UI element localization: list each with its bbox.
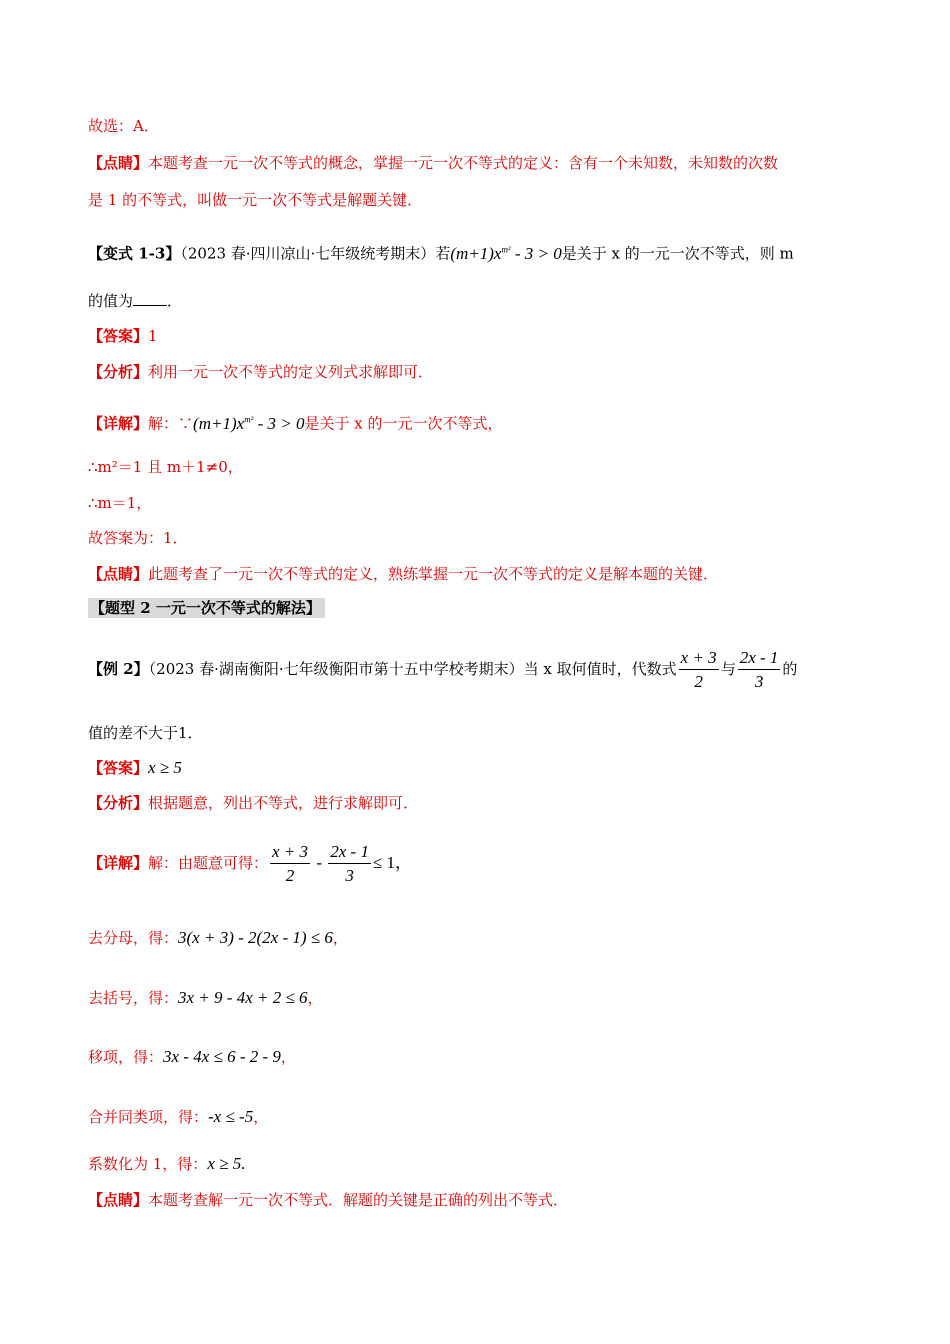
- analysis-line-2: 【分析】根据题意，列出不等式，进行求解即可．: [88, 794, 419, 812]
- analysis-line: 【分析】利用一元一次不等式的定义列式求解即可．: [88, 363, 434, 381]
- solve-step-5: 系数化为 1，得：x ≥ 5.: [88, 1154, 246, 1173]
- fraction-1: $\frac{x + 3}{2}$: [680, 647, 717, 691]
- detail-fraction-2: $\frac{2x - 1}{3}$: [330, 841, 369, 885]
- comment-line-2: 是 1 的不等式，叫做一元一次不等式是解题关键．: [88, 191, 423, 209]
- comment-tag: 【点睛】: [88, 154, 149, 172]
- answer-line-2: 【答案】x ≥ 5: [88, 758, 182, 777]
- solve-step-1: 去分母，得：3(x + 3) - 2(2x - 1) ≤ 6，: [88, 928, 348, 947]
- solve-step-3: 移项，得：3x - 4x ≤ 6 - 2 - 9，: [88, 1047, 296, 1066]
- variant-tag: 【变式 1-3】: [88, 244, 181, 263]
- detail-line-2: 【详解】解：由题意可得： $\frac{x + 3}{2}$ - $\frac{2x - 1}{3}$ ≤ 1，: [88, 840, 412, 888]
- variant-question-line2: 的值为 ．: [88, 292, 183, 310]
- example-question: 【例 2】（2023 春·湖南衡阳·七年级衡阳市第十五中学校考期末）当 x 取何值时，代数式 $\frac{x + 3}{2}$ 与 $\frac{2x - 1}{3}$ 的: [88, 646, 797, 694]
- step-line-3: 故答案为：1．: [88, 529, 188, 547]
- comment-line-1: 【点睛】本题考查一元一次不等式的概念，掌握一元一次不等式的定义：含有一个未知数，未知数的次数: [88, 154, 779, 172]
- solve-step-2: 去括号，得：3x + 9 - 4x + 2 ≤ 6，: [88, 988, 323, 1007]
- variant-question: 【变式 1-3】（2023 春·四川凉山·七年级统考期末）若$(m+1)x^{m^2} - 3 > 0$是关于 x 的一元一次不等式，则 m: [88, 243, 794, 263]
- variant-expression: $(m+1)x^{m^2} - 3 > 0$: [450, 243, 562, 263]
- step-line-2: ∴m＝1，: [88, 494, 152, 512]
- step-line-1: ∴m²＝1 且 m＋1≠0，: [88, 458, 243, 476]
- comment-line-4: 【点睛】本题考查解一元一次不等式．解题的关键是正确的列出不等式．: [88, 1191, 569, 1209]
- detail-fraction-1: $\frac{x + 3}{2}$: [272, 841, 309, 885]
- example-question-line2: 值的差不大于1．: [88, 724, 203, 742]
- answer-line: 【答案】1: [88, 327, 158, 345]
- answer-blank: [133, 291, 167, 306]
- solve-step-4: 合并同类项，得：-x ≤ -5，: [88, 1107, 269, 1126]
- conclusion-line: 故选：A．: [88, 117, 159, 135]
- fraction-2: $\frac{2x - 1}{3}$: [739, 647, 779, 691]
- detail-expression: $(m+1)x^{m^2} - 3 > 0$: [193, 413, 305, 433]
- comment-line-3: 【点睛】此题考查了一元一次不等式的定义，熟练掌握一元一次不等式的定义是解本题的关键．: [88, 565, 719, 583]
- detail-line: 【详解】解：$\because(m+1)x^{m^2} - 3 > 0$是关于 x 的一元一次不等式，: [88, 413, 503, 433]
- section-heading: 【题型 2 一元一次不等式的解法】: [88, 597, 325, 619]
